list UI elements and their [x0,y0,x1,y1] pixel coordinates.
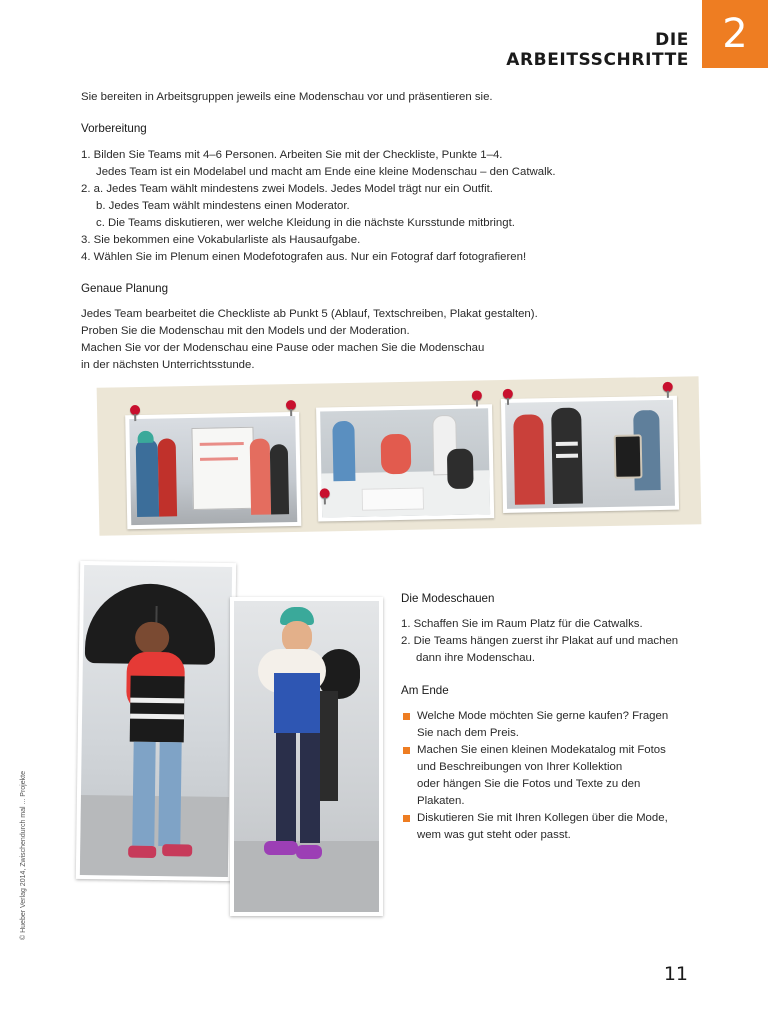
photo-student-umbrella [76,561,236,881]
bullet-square-icon [403,747,410,754]
list-item: 1. Bilden Sie Teams mit 4–6 Personen. Arbeiten Sie mit der Checkliste, Punkte 1–4. [81,149,503,161]
text-line: oder hängen Sie die Fotos und Texte zu den [417,778,641,790]
heading-genaue-planung: Genaue Planung [81,282,169,295]
heading-vorbereitung: Vorbereitung [81,122,147,135]
list-item [401,742,701,810]
pushpin-icon [663,382,673,392]
text-line: Jedes Team bearbeitet die Checkliste ab Punkt 5 (Ablauf, Textschreiben, Plakat gestalten). [81,308,538,320]
modeschauen-list [401,616,701,667]
bullet-square-icon [403,815,410,822]
heading-die-modeschauen: Die Modeschauen [401,592,495,605]
am-ende-bullets [401,708,701,844]
text-line: Machen Sie vor der Modenschau eine Pause oder machen Sie die Modenschau [81,342,485,354]
text-line: Plakaten. [417,795,465,807]
list-item [401,810,701,844]
text-line: Diskutieren Sie mit Ihren Kollegen über die Mode, [417,812,668,824]
list-item: 2. a. Jedes Team wählt mindestens zwei Models. Jedes Model trägt nur ein Outfit. [81,183,493,195]
text-line: Machen Sie einen kleinen Modekatalog mit Fotos [417,744,666,756]
pushpin-icon [472,390,482,400]
pushpin-icon [130,405,140,415]
text-line: in der nächsten Unterrichtsstunde. [81,359,255,371]
pushpin-icon [286,400,296,410]
text-line: Sie nach dem Preis. [417,727,519,739]
page-number: 11 [663,963,688,985]
text-line: und Beschreibungen von Ihrer Kollektion [417,761,623,773]
photo-photographer [501,396,679,513]
photo-strip [97,376,702,536]
list-item: 3. Sie bekommen eine Vokabularliste als Hausaufgabe. [81,234,361,246]
text-line: wem was gut steht oder passt. [417,829,571,841]
list-item: dann ihre Modenschau. [416,652,536,664]
photo-team-table [316,404,494,521]
list-item: 4. Wählen Sie im Plenum einen Modefotografen aus. Nur ein Fotograf darf fotografieren! [81,251,527,263]
list-item: Jedes Team ist ein Modelabel und macht am Ende eine kleine Modenschau – den Catwalk. [96,166,556,178]
text-line: Proben Sie die Modenschau mit den Models und der Moderation. [81,325,410,337]
list-item: b. Jedes Team wählt mindestens einen Moderator. [96,200,350,212]
planung-text [81,306,601,374]
list-item [401,708,701,742]
photo-student-cap [230,597,383,916]
heading-am-ende: Am Ende [401,684,449,697]
list-item: c. Die Teams diskutieren, wer welche Kleidung in die nächste Kursstunde mitbringt. [96,217,515,229]
copyright-credit: © Hueber Verlag 2014, Zwischendurch mal ... Projekte [20,771,27,940]
page-title: DIE ARBEITSSCHRITTE [506,30,689,70]
chapter-number-badge: 2 [702,0,768,68]
intro-text: Sie bereiten in Arbeitsgruppen jeweils eine Modenschau vor und präsentieren sie. [81,91,493,103]
vorbereitung-list [81,147,601,266]
photo-team-flipchart [125,412,301,529]
pushpin-icon [503,389,513,399]
bullet-square-icon [403,713,410,720]
list-item: 2. Die Teams hängen zuerst ihr Plakat auf und machen [401,635,679,647]
list-item: 1. Schaffen Sie im Raum Platz für die Catwalks. [401,618,643,630]
text-line: Welche Mode möchten Sie gerne kaufen? Fragen [417,710,669,722]
